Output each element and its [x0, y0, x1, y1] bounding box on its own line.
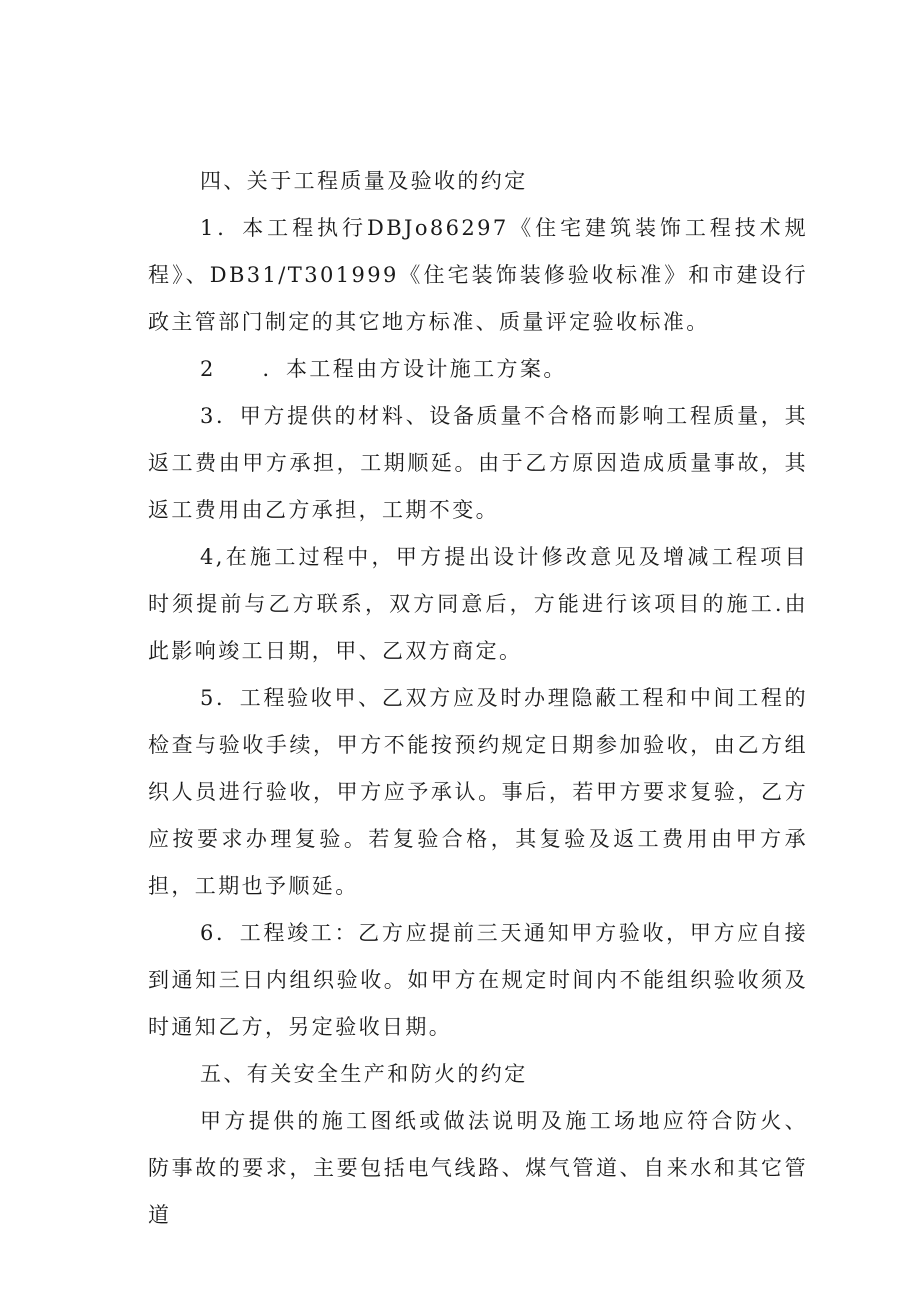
clause-2-design: 2 ．本工程由方设计施工方案。	[200, 357, 567, 381]
clause-1-standards: 1．本工程执行DBJo86297《住宅建筑装饰工程技术规程》、DB31/T301999《住宅装饰装修验收标准》和市建设行政主管部门制定的其它地方标准、质量评定验收标准。	[148, 216, 808, 334]
clause-4-changes: 4,在施工过程中，甲方提出设计修改意见及增减工程项目时须提前与乙方联系，双方同意后，方能进行该项目的施工.由此影响竣工日期，甲、乙双方商定。	[148, 545, 808, 663]
section-heading-safety: 五、有关安全生产和防火的约定	[200, 1062, 528, 1086]
safety-paragraph: 甲方提供的施工图纸或做法说明及施工场地应符合防火、防事故的要求，主要包括电气线路、煤气管道、自来水和其它管道	[148, 1109, 808, 1227]
document-body	[148, 158, 808, 1239]
clause-6-completion: 6．工程竣工：乙方应提前三天通知甲方验收，甲方应自接到通知三日内组织验收。如甲方在规定时间内不能组织验收须及时通知乙方，另定验收日期。	[148, 921, 808, 1039]
clause-5-inspection: 5．工程验收甲、乙双方应及时办理隐蔽工程和中间工程的检查与验收手续，甲方不能按预约规定日期参加验收，由乙方组织人员进行验收，甲方应予承认。事后，若甲方要求复验，乙方应按要求办理复验。若复验合格，其复验及返工费用由甲方承担，工期也予顺延。	[148, 686, 808, 898]
section-heading-quality: 四、关于工程质量及验收的约定	[200, 169, 528, 193]
clause-3-materials: 3．甲方提供的材料、设备质量不合格而影响工程质量，其返工费由甲方承担，工期顺延。由于乙方原因造成质量事故，其返工费用由乙方承担，工期不变。	[148, 404, 808, 522]
